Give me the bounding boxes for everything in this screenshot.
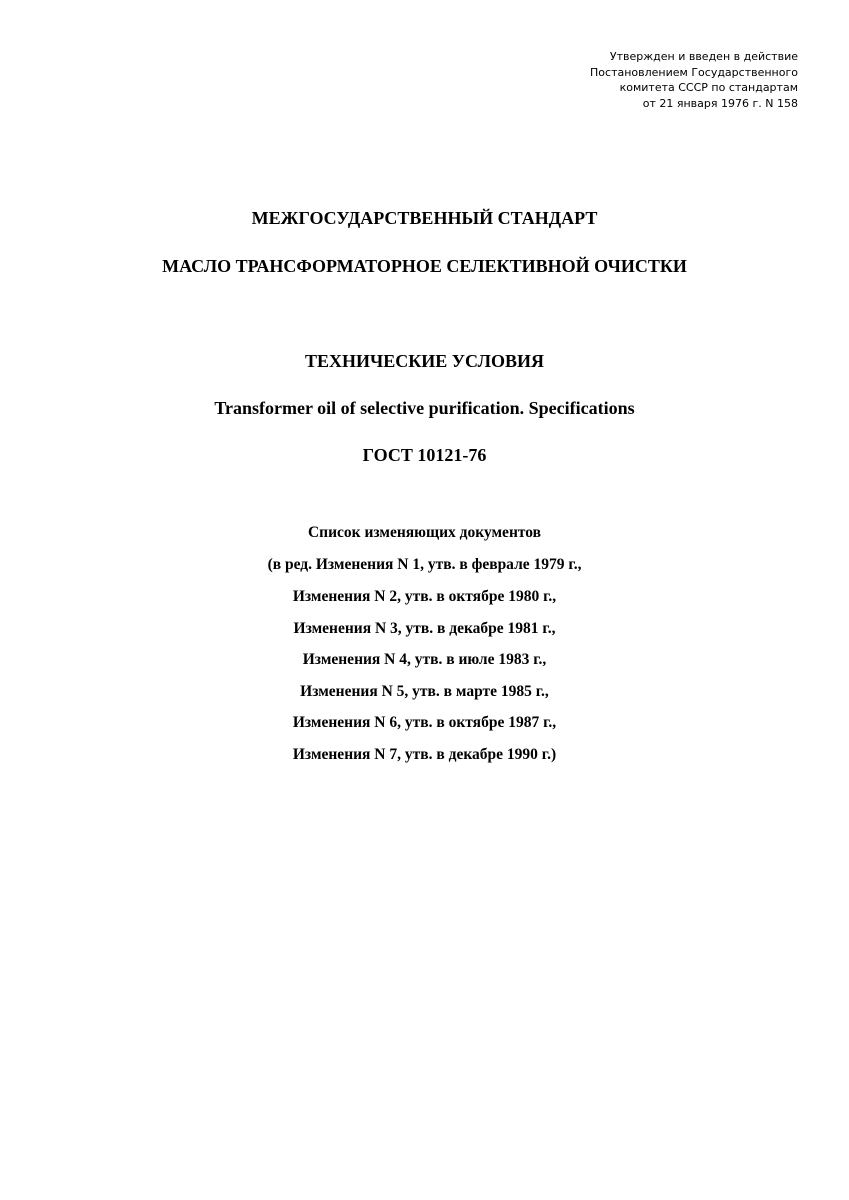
change-item: (в ред. Изменения N 1, утв. в феврале 1979 г., xyxy=(267,556,582,573)
standard-type: МЕЖГОСУДАРСТВЕННЫЙ СТАНДАРТ xyxy=(251,208,598,228)
english-title: Transformer oil of selective purification. Specifications xyxy=(214,398,635,418)
change-item: Изменения N 3, утв. в декабре 1981 г., xyxy=(293,620,556,637)
change-item: Изменения N 7, утв. в декабре 1990 г.) xyxy=(292,746,557,763)
standard-code: ГОСТ 10121-76 xyxy=(362,445,487,465)
approval-line: Постановлением Государственного xyxy=(590,65,798,79)
document-subtitle: ТЕХНИЧЕСКИЕ УСЛОВИЯ xyxy=(305,351,544,371)
changes-heading: Список изменяющих документов xyxy=(307,524,542,541)
change-item: Изменения N 4, утв. в июле 1983 г., xyxy=(302,651,547,668)
document-title: МАСЛО ТРАНСФОРМАТОРНОЕ СЕЛЕКТИВНОЙ ОЧИСТКИ xyxy=(162,256,687,276)
approval-note xyxy=(590,49,798,111)
approval-line: комитета СССР по стандартам xyxy=(619,81,798,94)
change-item: Изменения N 6, утв. в октябре 1987 г., xyxy=(292,714,557,731)
approval-line: от 21 января 1976 г. N 158 xyxy=(642,96,798,110)
change-item: Изменения N 2, утв. в октябре 1980 г., xyxy=(292,588,557,605)
approval-line: Утвержден и введен в действие xyxy=(609,50,798,63)
change-item: Изменения N 5, утв. в марте 1985 г., xyxy=(300,683,549,700)
